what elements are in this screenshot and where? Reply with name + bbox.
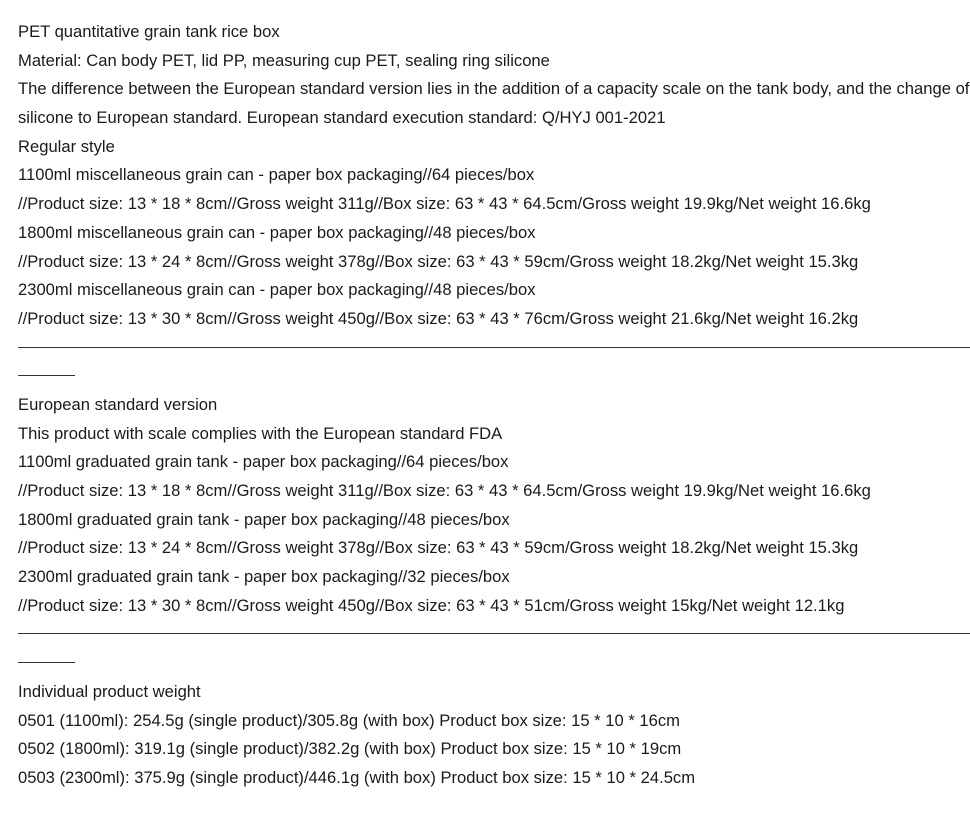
european-note: This product with scale complies with the European standard FDA	[18, 423, 503, 443]
european-line-2: //Product size: 13 * 18 * 8cm//Gross weight 311g//Box size: 63 * 43 * 64.5cm/Gross weight 19.9kg/Net weight 16.6kg	[18, 481, 871, 501]
difference-note: The difference between the European standard version lies in the addition of a capacity scale on the tank body, and the change of silicone to European standard. European standard execution standard: Q/HYJ 001-2021	[18, 79, 970, 128]
european-line-6: //Product size: 13 * 30 * 8cm//Gross weight 450g//Box size: 63 * 43 * 51cm/Gross weight 15kg/Net weight 12.1kg	[18, 595, 845, 615]
individual-line-2: 0502 (1800ml): 319.1g (single product)/382.2g (with box) Product box size: 15 * 10 * 19cm	[18, 739, 682, 759]
divider-rule	[18, 334, 970, 363]
regular-line-2: //Product size: 13 * 18 * 8cm//Gross weight 311g//Box size: 63 * 43 * 64.5cm/Gross weight 19.9kg/Net weight 16.6kg	[18, 194, 871, 214]
individual-line-1: 0501 (1100ml): 254.5g (single product)/305.8g (with box) Product box size: 15 * 10 * 16cm	[18, 710, 680, 730]
divider-rule-tail	[18, 362, 970, 391]
european-line-1: 1100ml graduated grain tank - paper box packaging//64 pieces/box	[18, 452, 509, 472]
individual-line-3: 0503 (2300ml): 375.9g (single product)/446.1g (with box) Product box size: 15 * 10 * 24.5cm	[18, 767, 696, 787]
divider-rule-tail	[18, 649, 970, 678]
european-line-3: 1800ml graduated grain tank - paper box packaging//48 pieces/box	[18, 509, 510, 529]
european-line-4: //Product size: 13 * 24 * 8cm//Gross weight 378g//Box size: 63 * 43 * 59cm/Gross weight 18.2kg/Net weight 15.3kg	[18, 538, 859, 558]
regular-line-6: //Product size: 13 * 30 * 8cm//Gross weight 450g//Box size: 63 * 43 * 76cm/Gross weight 21.6kg/Net weight 16.2kg	[18, 308, 859, 328]
divider-rule	[18, 620, 970, 649]
european-heading: European standard version	[18, 394, 218, 414]
european-line-5: 2300ml graduated grain tank - paper box packaging//32 pieces/box	[18, 567, 510, 587]
regular-line-4: //Product size: 13 * 24 * 8cm//Gross weight 378g//Box size: 63 * 43 * 59cm/Gross weight 18.2kg/Net weight 15.3kg	[18, 251, 859, 271]
material-line: Material: Can body PET, lid PP, measuring cup PET, sealing ring silicone	[18, 50, 550, 70]
individual-heading: Individual product weight	[18, 681, 201, 701]
regular-line-3: 1800ml miscellaneous grain can - paper box packaging//48 pieces/box	[18, 222, 536, 242]
regular-line-5: 2300ml miscellaneous grain can - paper box packaging//48 pieces/box	[18, 280, 536, 300]
regular-heading: Regular style	[18, 136, 115, 156]
document-title: PET quantitative grain tank rice box	[18, 22, 280, 41]
regular-line-1: 1100ml miscellaneous grain can - paper box packaging//64 pieces/box	[18, 165, 535, 185]
document-body	[18, 18, 970, 793]
